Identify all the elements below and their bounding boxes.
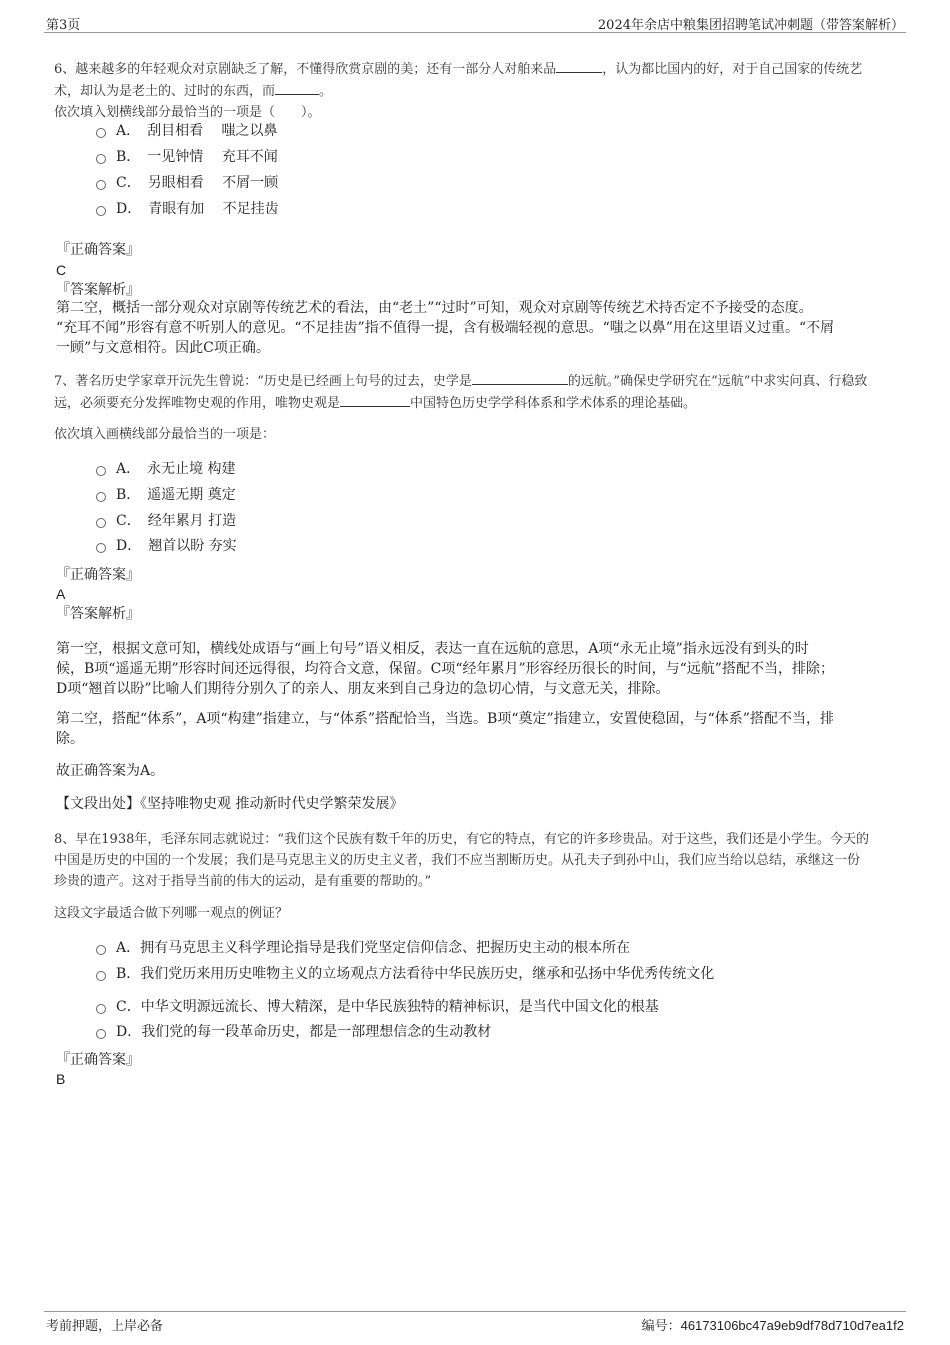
page-header bbox=[44, 12, 906, 33]
q7-option-d[interactable]: D． 翘首以盼 夯实 bbox=[96, 536, 237, 556]
q6-option-a[interactable]: A． 刮目相看 嗤之以鼻 bbox=[96, 121, 278, 141]
q7-source: 【文段出处】《坚持唯物史观 推动新时代史学繁荣发展》 bbox=[56, 796, 404, 812]
q7-option-c[interactable]: C． 经年累月 打造 bbox=[96, 511, 236, 531]
radio-button[interactable] bbox=[96, 154, 106, 164]
radio-button[interactable] bbox=[96, 180, 106, 190]
q7-option-b[interactable]: B． 遥遥无期 奠定 bbox=[96, 485, 236, 505]
page-number: 第3页 bbox=[46, 18, 81, 33]
q6-stem: 6、越来越多的年轻观众对京剧缺乏了解，不懂得欣赏京剧的美；还有一部分人对舶来品 ，认为都比国内的好，对于自己国家的传统艺 术，却认为是老土的、过时的东西，而 。 依次填入划横线部分最恰当的一项是（ ）。 bbox=[54, 58, 904, 123]
radio-button[interactable] bbox=[96, 492, 106, 502]
document-id: 编号：46173106bc47a9eb9df78d710d7ea1f2 bbox=[641, 1318, 904, 1333]
radio-button[interactable] bbox=[96, 128, 106, 138]
radio-button[interactable] bbox=[96, 1004, 106, 1014]
q7-conclusion: 故正确答案为A。 bbox=[56, 763, 165, 779]
radio-button[interactable] bbox=[96, 543, 106, 553]
footer-slogan: 考前押题，上岸必备 bbox=[46, 1319, 164, 1334]
q7-stem: 7、著名历史学家章开沅先生曾说：“历史是已经画上句号的过去，史学是 的远航。”确保史学研究在“远航”中求实问真、行稳致 远，必须要充分发挥唯物史观的作用，唯物史观是 中国特色历史学学科体系和学术体系的理论基础。 bbox=[54, 370, 904, 414]
q8-option-b[interactable]: B．我们党历来用历史唯物主义的立场观点方法看待中华民族历史，继承和弘扬中华优秀传统文化 bbox=[96, 964, 714, 984]
page-footer bbox=[44, 1311, 906, 1336]
blank bbox=[340, 392, 410, 407]
q6-explanation-label: 『答案解析』 bbox=[56, 282, 140, 298]
blank bbox=[472, 370, 568, 385]
radio-button[interactable] bbox=[96, 466, 106, 476]
q8-answer: B bbox=[56, 1071, 66, 1087]
q7-option-a[interactable]: A． 永无止境 构建 bbox=[96, 459, 236, 479]
q6-answer: C bbox=[56, 262, 67, 278]
radio-button[interactable] bbox=[96, 518, 106, 528]
q8-option-d[interactable]: D．我们党的每一段革命历史，都是一部理想信念的生动教材 bbox=[96, 1022, 491, 1042]
document-title: 2024年余店中粮集团招聘笔试冲刺题（带答案解析） bbox=[597, 18, 904, 33]
q7-answer: A bbox=[56, 586, 66, 602]
q7-explanation-p1: 第一空，根据文意可知，横线处成语与“画上句号”语义相反，表达一直在远航的意思，A项“永无止境”指永远没有到头的时 候，B项“遥遥无期”形容时间还远得很，均符合文意，保留。C项“经年累月”形容经历很长的时间，与“远航”搭配不当，排除； D项“翘首以盼”比喻人们期待分别久了的亲人、朋友来到自己身边的急切心情，与文意无关，排除。 bbox=[56, 641, 834, 697]
q7-prompt: 依次填入画横线部分最恰当的一项是： bbox=[54, 427, 276, 442]
blank bbox=[275, 80, 319, 95]
q6-option-d[interactable]: D． 青眼有加 不足挂齿 bbox=[96, 199, 279, 219]
q6-answer-label: 『正确答案』 bbox=[56, 242, 140, 258]
radio-button[interactable] bbox=[96, 971, 106, 981]
q8-answer-label: 『正确答案』 bbox=[56, 1052, 140, 1068]
q6-prompt: 依次填入划横线部分最恰当的一项是（ ）。 bbox=[54, 105, 321, 120]
q6-explanation: 第二空，概括一部分观众对京剧等传统艺术的看法，由“老土”“过时”可知，观众对京剧等传统艺术持否定不予接受的态度。 “充耳不闻”形容有意不听别人的意见。“不足挂齿”指不值得一提，含有极端轻视的意思。“嗤之以鼻”用在这里语义过重。“不屑 一顾”与文意相符。因此C项正确。 bbox=[56, 300, 835, 356]
q6-option-b[interactable]: B． 一见钟情 充耳不闻 bbox=[96, 147, 278, 167]
q7-explanation-p2: 第二空，搭配“体系”，A项“构建”指建立，与“体系”搭配恰当，当选。B项“奠定”指建立，安置使稳固，与“体系”搭配不当，排 除。 bbox=[56, 711, 834, 747]
radio-button[interactable] bbox=[96, 1029, 106, 1039]
q8-option-a[interactable]: A．拥有马克思主义科学理论指导是我们党坚定信仰信念、把握历史主动的根本所在 bbox=[96, 938, 630, 958]
q7-answer-label: 『正确答案』 bbox=[56, 567, 140, 583]
q8-prompt: 这段文字最适合做下列哪一观点的例证？ bbox=[54, 906, 289, 921]
blank bbox=[556, 58, 602, 73]
q7-explanation-label: 『答案解析』 bbox=[56, 606, 140, 622]
radio-button[interactable] bbox=[96, 945, 106, 955]
radio-button[interactable] bbox=[96, 206, 106, 216]
q8-option-c[interactable]: C．中华文明源远流长、博大精深，是中华民族独特的精神标识，是当代中国文化的根基 bbox=[96, 997, 659, 1017]
q6-option-c[interactable]: C． 另眼相看 不屑一顾 bbox=[96, 173, 278, 193]
q8-stem: 8、早在1938年，毛泽东同志就说过：“我们这个民族有数千年的历史，有它的特点，有它的许多珍贵品。对于这些，我们还是小学生。今天的 中国是历史的中国的一个发展；我们是马克思主义的历史主义者，我们不应当割断历史。从孔夫子到孙中山，我们应当给以总结，承继这一份 珍贵的遗产。这对于指导当前的伟大的运动，是有重要的帮助的。” bbox=[54, 832, 870, 889]
